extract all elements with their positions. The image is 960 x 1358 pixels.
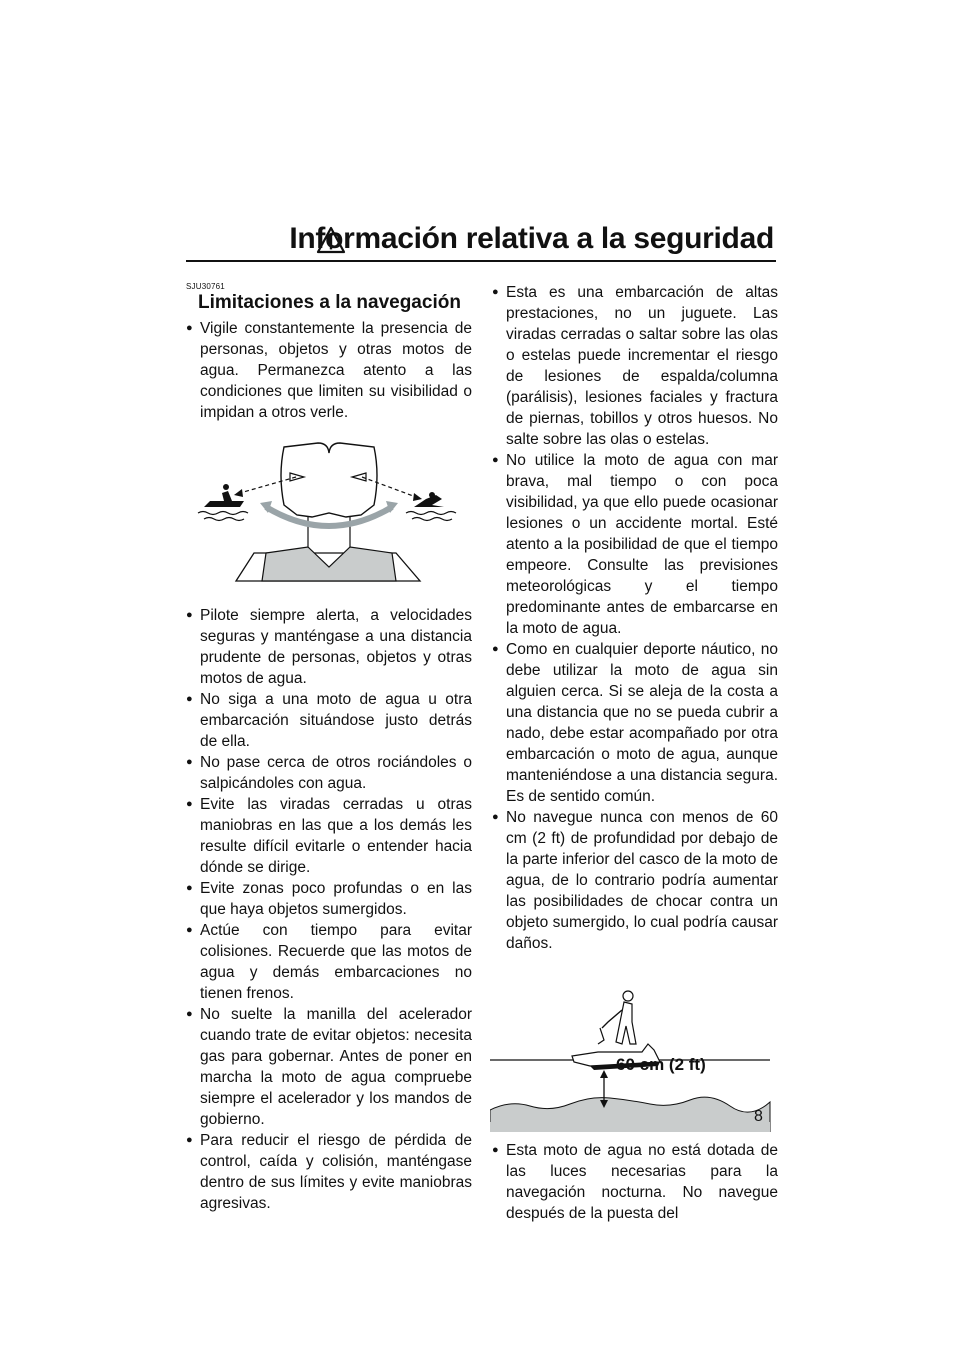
- list-item: ● Para reducir el riesgo de pérdida de control, caída y colisión, manténgase dentro de sus límites y evite maniobras agresivas.: [186, 1130, 472, 1214]
- bullet-list-right-bottom: [492, 1140, 778, 1224]
- section-code: SJU30761: [186, 282, 225, 291]
- list-item: ● Esta moto de agua no está dotada de las luces necesarias para la navegación nocturna. No navegue después de la puesta del: [492, 1140, 778, 1224]
- bullet-list-left-bottom: [186, 605, 472, 1214]
- list-item: ● Evite las viradas cerradas u otras maniobras en las que a los demás les resulte difícil evitarle o entender hacia dónde se dirige.: [186, 794, 472, 878]
- list-item: ● No utilice la moto de agua con mar brava, mal tiempo o con poca visibilidad, ya que ello puede ocasionar lesiones o un accidente mortal. Esté atento a la posibilidad de que el tiempo empeore. Consulte las previsiones meteorológicas y el tiempo predominante antes de embarcarse en la moto de agua.: [492, 450, 778, 639]
- list-item: ● Esta es una embarcación de altas prestaciones, no un juguete. Las viradas cerradas o saltar sobre las olas o estelas puede incrementar el riesgo de lesiones de espalda/columna (parálisis), lesiones faciales y fractura de piernas, tobillos y otros huesos. No salte sobre las olas o estelas.: [492, 282, 778, 450]
- list-item: ● No suelte la manilla del acelerador cuando trate de evitar objetos: necesita gas para gobernar. Antes de poner en marcha la moto de agua compruebe siempre el acelerador y los mandos de gobierno.: [186, 1004, 472, 1130]
- list-item: ● Vigile constantemente la presencia de personas, objetos y otras motos de agua. Permanezca atento a las condiciones que limiten su visibilidad o impidan a otros verle.: [186, 318, 472, 423]
- page-number: 8: [754, 1108, 763, 1125]
- page-title: Información relativa a la seguridad: [289, 222, 774, 255]
- header-rule: [186, 260, 776, 262]
- visibility-illustration: [186, 435, 472, 585]
- list-item: ● No siga a una moto de agua u otra embarcación situándose justo detrás de ella.: [186, 689, 472, 752]
- bullet-list-left-top: [186, 318, 472, 423]
- section-heading: Limitaciones a la navegación: [198, 292, 461, 313]
- list-item: ● Evite zonas poco profundas o en las que haya objetos sumergidos.: [186, 878, 472, 920]
- list-item: ● Como en cualquier deporte náutico, no debe utilizar la moto de agua sin alguien cerca. Si se aleja de la costa a una distancia que no se pueda cubrir a nado, debe estar acompañado por otra embarcación o moto de agua, aunque manteniéndose a una distancia segura. Es de sentido común.: [492, 639, 778, 807]
- right-column: [492, 282, 778, 1224]
- left-column: [186, 282, 472, 1214]
- depth-label: 60 cm (2 ft): [616, 1055, 706, 1074]
- list-item: ● No navegue nunca con menos de 60 cm (2 ft) de profundidad por debajo de la parte inferior del casco de la moto de agua, de lo contrario podría aumentar las posibilidades de chocar contra un objeto sumergido, lo cual podría causar daños.: [492, 807, 778, 954]
- bullet-list-right-top: [492, 282, 778, 954]
- list-item: ● Actúe con tiempo para evitar colisiones. Recuerde que las motos de agua y demás embarcaciones no tienen frenos.: [186, 920, 472, 1004]
- page-header: [186, 222, 776, 256]
- list-item: ● No pase cerca de otros rociándoles o salpicándoles con agua.: [186, 752, 472, 794]
- list-item: ● Pilote siempre alerta, a velocidades seguras y manténgase a una distancia prudente de personas, objetos y otras motos de agua.: [186, 605, 472, 689]
- depth-illustration: [490, 982, 776, 1132]
